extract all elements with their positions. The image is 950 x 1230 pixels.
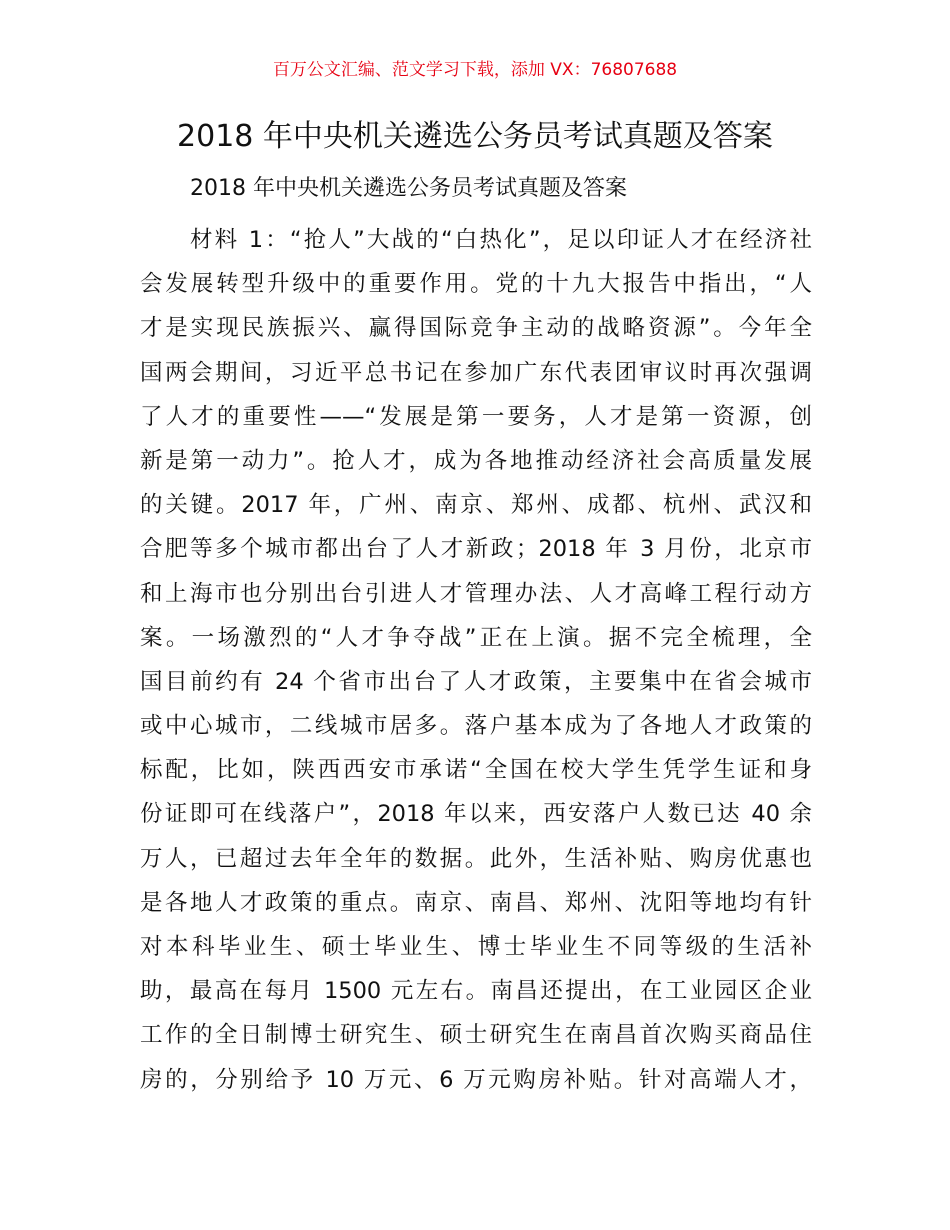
body-line: 工作的全日制博士研究生、硕士研究生在南昌首次购买商品住	[140, 1022, 812, 1049]
body-line: 才是实现民族振兴、赢得国际竞争主动的战略资源”。今年全	[140, 315, 812, 342]
body-line: 新是第一动力”。抢人才，成为各地推动经济社会高质量发展	[140, 447, 812, 474]
document-subtitle: 2018 年中央机关遴选公务员考试真题及答案	[190, 176, 627, 201]
body-line: 和上海市也分别出台引进人才管理办法、人才高峰工程行动方	[140, 580, 812, 607]
body-line: 的关键。2017 年，广州、南京、郑州、成都、杭州、武汉和	[140, 492, 812, 519]
body-line: 是各地人才政策的重点。南京、南昌、郑州、沈阳等地均有针	[140, 889, 812, 916]
body-line: 会发展转型升级中的重要作用。党的十九大报告中指出，“人	[140, 271, 812, 298]
body-line: 万人，已超过去年全年的数据。此外，生活补贴、购房优惠也	[140, 845, 812, 872]
body-line: 标配，比如，陕西西安市承诺“全国在校大学生凭学生证和身	[140, 757, 812, 784]
body-line: 助，最高在每月 1500 元左右。南昌还提出，在工业园区企业	[140, 978, 812, 1005]
header-watermark-note: 百万公文汇编、范文学习下载，添加 VX：76807688	[272, 60, 678, 80]
body-line: 或中心城市，二线城市居多。落户基本成为了各地人才政策的	[140, 713, 812, 740]
body-line: 了人才的重要性——“发展是第一要务，人才是第一资源，创	[140, 403, 812, 430]
body-line: 国目前约有 24 个省市出台了人才政策，主要集中在省会城市	[140, 668, 812, 695]
body-line: 对本科毕业生、硕士毕业生、博士毕业生不同等级的生活补	[140, 934, 812, 960]
document-body	[140, 218, 812, 1102]
document-title: 2018 年中央机关遴选公务员考试真题及答案	[177, 119, 773, 154]
body-line: 材料 1：“抢人”大战的“白热化”，足以印证人才在经济社	[190, 227, 812, 253]
body-line: 合肥等多个城市都出台了人才新政；2018 年 3 月份，北京市	[140, 536, 812, 563]
body-line: 国两会期间，习近平总书记在参加广东代表团审议时再次强调	[140, 359, 812, 386]
body-line: 份证即可在线落户”，2018 年以来，西安落户人数已达 40 余	[140, 801, 812, 828]
body-line: 房的，分别给予 10 万元、6 万元购房补贴。针对高端人才，	[140, 1066, 812, 1093]
body-line: 案。一场激烈的“人才争夺战”正在上演。据不完全梳理，全	[140, 624, 812, 651]
